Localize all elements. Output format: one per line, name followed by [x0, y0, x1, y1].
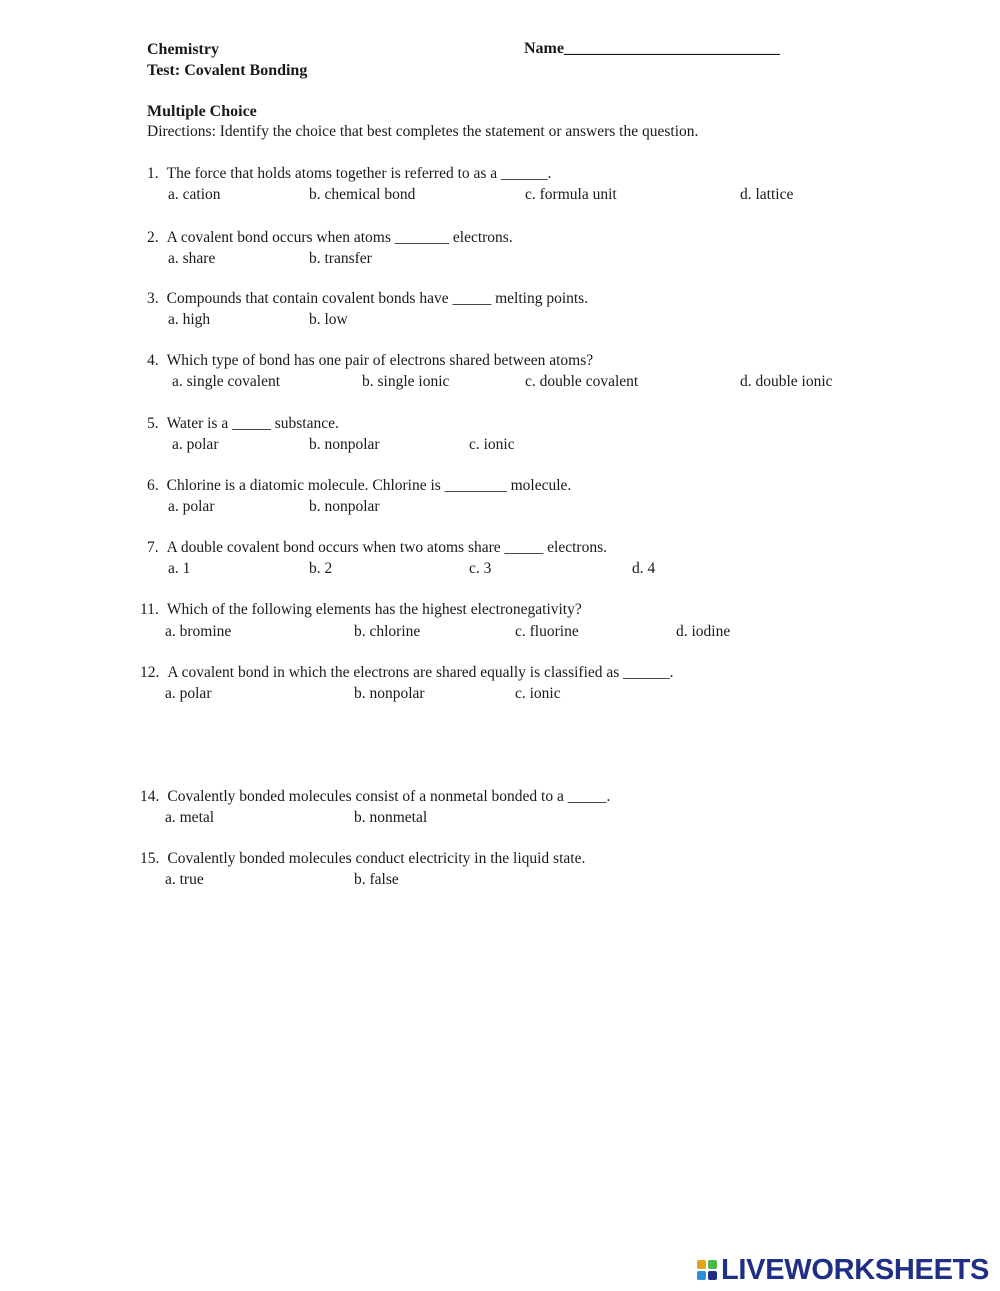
question-stem: Compounds that contain covalent bonds have _____ melting points.	[166, 290, 589, 307]
answer-option[interactable]: a. bromine	[165, 623, 232, 640]
logo-text: LIVEWORKSHEETS	[721, 1253, 990, 1286]
question-number: 7.	[147, 539, 159, 556]
question-stem: A covalent bond occurs when atoms _______ electrons.	[166, 229, 513, 246]
question-6-text	[147, 477, 571, 495]
question-number: 14.	[140, 788, 160, 805]
question-number: 4.	[147, 352, 159, 369]
section-title: Multiple Choice	[147, 103, 257, 120]
question-number: 11.	[140, 601, 159, 618]
question-number: 1.	[147, 165, 159, 182]
question-3-text	[147, 290, 588, 308]
answer-option[interactable]: a. 1	[168, 560, 191, 577]
question-8-text	[140, 601, 582, 619]
question-stem: Covalently bonded molecules consist of a nonmetal bonded to a _____.	[167, 788, 611, 805]
answer-option[interactable]: b. nonpolar	[309, 498, 380, 515]
answer-option[interactable]: a. polar	[165, 685, 212, 702]
question-number: 2.	[147, 229, 159, 246]
question-1-text	[147, 165, 551, 183]
name-field-label[interactable]: Name___________________________	[524, 40, 780, 57]
answer-option[interactable]: a. metal	[165, 809, 215, 826]
answer-option[interactable]: c. double covalent	[525, 373, 639, 390]
answer-option[interactable]: d. 4	[632, 560, 656, 577]
answer-option[interactable]: c. formula unit	[525, 186, 617, 203]
answer-option[interactable]: d. lattice	[740, 186, 794, 203]
question-7-text	[147, 539, 607, 557]
answer-option[interactable]: a. cation	[168, 186, 221, 203]
question-number: 15.	[140, 850, 160, 867]
answer-option[interactable]: d. double ionic	[740, 373, 833, 390]
question-4-text	[147, 352, 593, 370]
logo-square-1	[697, 1260, 706, 1269]
question-stem: Water is a _____ substance.	[166, 415, 339, 432]
question-11-text	[140, 850, 585, 868]
question-number: 6.	[147, 477, 159, 494]
logo-square-3	[697, 1271, 706, 1280]
question-2-text	[147, 229, 513, 247]
answer-option[interactable]: b. nonpolar	[354, 685, 425, 702]
answer-option[interactable]: b. single ionic	[362, 373, 450, 390]
question-9-text	[140, 664, 674, 682]
answer-option[interactable]: d. iodine	[676, 623, 731, 640]
logo-square-2	[708, 1260, 717, 1269]
question-stem: Which of the following elements has the highest electronegativity?	[166, 601, 582, 618]
answer-option[interactable]: c. ionic	[469, 436, 515, 453]
answer-option[interactable]: b. transfer	[309, 250, 372, 267]
question-number: 5.	[147, 415, 159, 432]
directions-text: Directions: Identify the choice that best completes the statement or answers the question.	[147, 123, 699, 140]
answer-option[interactable]: a. polar	[168, 498, 215, 515]
answer-option[interactable]: a. single covalent	[172, 373, 281, 390]
question-stem: A double covalent bond occurs when two atoms share _____ electrons.	[166, 539, 607, 556]
answer-option[interactable]: c. fluorine	[515, 623, 579, 640]
question-stem: The force that holds atoms together is referred to as a ______.	[166, 165, 552, 182]
answer-option[interactable]: b. low	[309, 311, 348, 328]
subject-title: Chemistry	[147, 41, 219, 58]
question-5-text	[147, 415, 339, 433]
question-10-text	[140, 788, 610, 806]
answer-option[interactable]: b. chlorine	[354, 623, 421, 640]
question-stem: A covalent bond in which the electrons are shared equally is classified as ______.	[167, 664, 674, 681]
answer-option[interactable]: c. 3	[469, 560, 492, 577]
question-stem: Covalently bonded molecules conduct electricity in the liquid state.	[167, 850, 586, 867]
liveworksheets-logo	[697, 1255, 989, 1285]
question-number: 12.	[140, 664, 160, 681]
test-title: Test: Covalent Bonding	[147, 62, 308, 79]
question-stem: Which type of bond has one pair of electrons shared between atoms?	[166, 352, 594, 369]
answer-option[interactable]: b. nonpolar	[309, 436, 380, 453]
answer-option[interactable]: a. share	[168, 250, 216, 267]
answer-option[interactable]: b. nonmetal	[354, 809, 428, 826]
question-number: 3.	[147, 290, 159, 307]
answer-option[interactable]: b. 2	[309, 560, 333, 577]
answer-option[interactable]: b. false	[354, 871, 399, 888]
answer-option[interactable]: a. high	[168, 311, 211, 328]
logo-icon	[697, 1260, 717, 1280]
answer-option[interactable]: b. chemical bond	[309, 186, 416, 203]
answer-option[interactable]: a. true	[165, 871, 204, 888]
answer-option[interactable]: c. ionic	[515, 685, 561, 702]
logo-square-4	[708, 1271, 717, 1280]
question-stem: Chlorine is a diatomic molecule. Chlorine is ________ molecule.	[166, 477, 572, 494]
answer-option[interactable]: a. polar	[172, 436, 219, 453]
